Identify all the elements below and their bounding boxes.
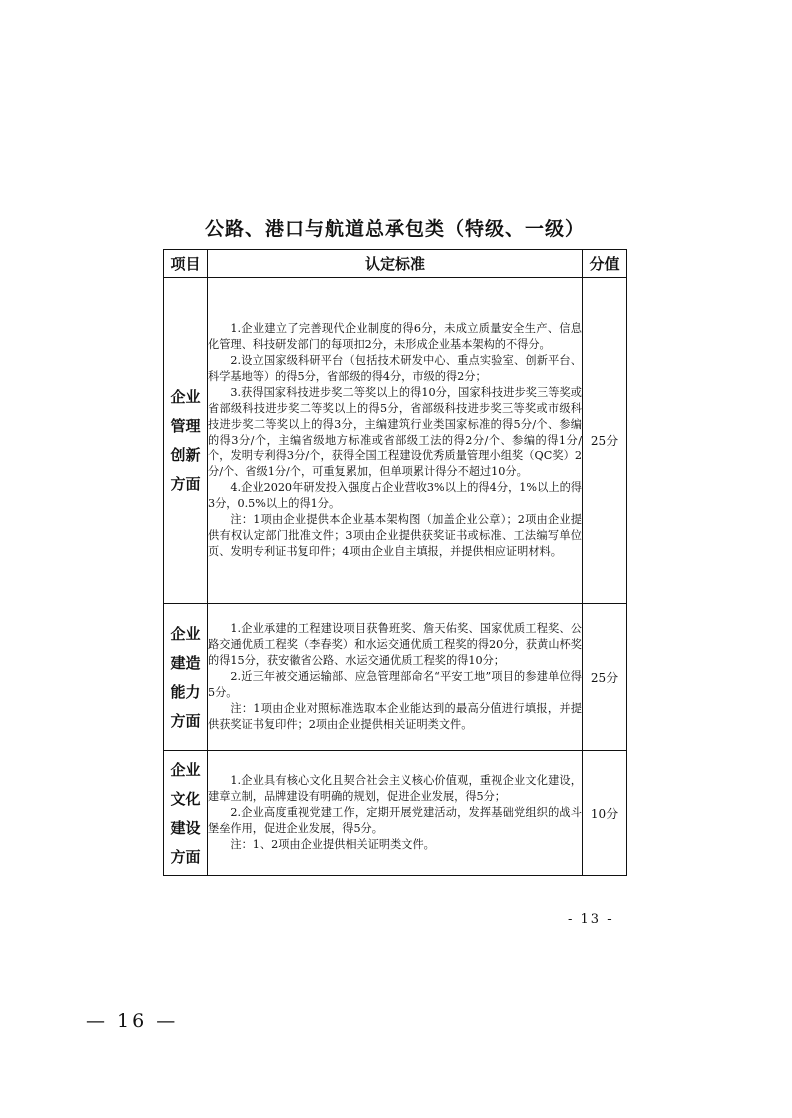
criteria-paragraph: 2.企业高度重视党建工作，定期开展党建活动，发挥基础党组织的战斗堡垒作用，促进企业发展，得5分。	[208, 806, 582, 835]
criteria-paragraph: 2.近三年被交通运输部、应急管理部命名“平安工地”项目的参建单位得5分。	[208, 670, 582, 699]
criteria-paragraph: 2.设立国家级科研平台（包括技术研发中心、重点实验室、创新平台、科学基地等）的得5分，省部级的得4分，市级的得2分；	[208, 354, 582, 383]
criteria-paragraph: 4.企业2020年研发投入强度占企业营收3%以上的得4分，1%以上的得3分，0.5%以上的得1分。	[208, 481, 582, 511]
criteria-note: 注：1项由企业对照标准选取本企业能达到的最高分值进行填报，并提供获奖证书复印件；2项由企业提供相关证明类文件。	[208, 701, 582, 731]
criteria-table	[163, 249, 627, 876]
header-score: 分值	[583, 250, 627, 278]
table-header-row	[164, 250, 627, 278]
table-row	[164, 604, 627, 751]
item-label-part: 建设	[170, 818, 201, 837]
item-cell	[164, 751, 208, 876]
item-label-part: 建造	[170, 653, 201, 672]
score-cell: 25分	[583, 278, 627, 604]
item-label-part: 企业	[170, 624, 201, 643]
item-label-part: 方面	[170, 475, 201, 493]
page-title: 公路、港口与航道总承包类（特级、一级）	[204, 218, 585, 240]
table-row	[164, 278, 627, 604]
criteria-note: 注：1、2项由企业提供相关证明类文件。	[230, 837, 435, 851]
item-label-part: 文化	[170, 789, 201, 808]
header-item: 项目	[164, 250, 208, 278]
item-label-part: 能力	[170, 682, 201, 701]
criteria-paragraph: 1.企业具有核心文化且契合社会主义核心价值观，重视企业文化建设，建章立制，品牌建设有明确的规划，促进企业发展，得5分；	[208, 774, 582, 804]
score-cell: 25分	[583, 604, 627, 751]
criteria-paragraph: 3.获得国家科技进步奖二等奖以上的得10分，国家科技进步奖三等奖或省部级科技进步奖二等奖以上的得5分，省部级科技进步奖三等奖或市级科技进步奖二等奖以上的得3分，主编建筑行业类国家标准的得5分/个、参编的得3分/个，主编省级地方标准或省部级工法的得2分/个、参编的得1分/个，发明专利得3分/个，获得全国工程建设优秀质量管理小组奖（QC奖）2分/个、省级1分/个，可重复累加，但单项累计得分不超过10分。	[208, 385, 582, 479]
criteria-paragraph: 1.企业建立了完善现代企业制度的得6分，未成立质量安全生产、信息化管理、科技研发部门的每项扣2分，未形成企业基本架构的不得分。	[208, 322, 582, 352]
criteria-cell	[208, 604, 583, 751]
criteria-note: 注：1项由企业提供本企业基本架构图（加盖企业公章）；2项由企业提供有权认定部门批准文件；3项由企业提供获奖证书或标准、工法编写单位页、发明专利证书复印件；4项由企业自主填报，并提供相应证明材料。	[208, 513, 582, 558]
item-label-part: 方面	[170, 847, 201, 866]
inner-page-number: - 13 -	[568, 912, 614, 927]
header-criteria: 认定标准	[208, 250, 583, 278]
item-label-part: 创新	[170, 446, 201, 464]
item-cell	[164, 278, 208, 604]
criteria-cell	[208, 751, 583, 876]
item-label-part: 管理	[170, 417, 201, 435]
item-label-part: 企业	[170, 388, 201, 406]
criteria-cell	[208, 278, 583, 604]
item-label-part: 方面	[170, 711, 201, 730]
item-cell	[164, 604, 208, 751]
outer-page-number: — 16 —	[86, 1010, 179, 1032]
score-cell: 10分	[583, 751, 627, 876]
criteria-paragraph: 1.企业承建的工程建设项目获鲁班奖、詹天佑奖、国家优质工程奖、公路交通优质工程奖（李春奖）和水运交通优质工程奖的得20分，获黄山杯奖的得15分，获安徽省公路、水运交通优质工程奖的得10分；	[208, 622, 582, 668]
item-label-part: 企业	[170, 760, 201, 779]
table-row	[164, 751, 627, 876]
